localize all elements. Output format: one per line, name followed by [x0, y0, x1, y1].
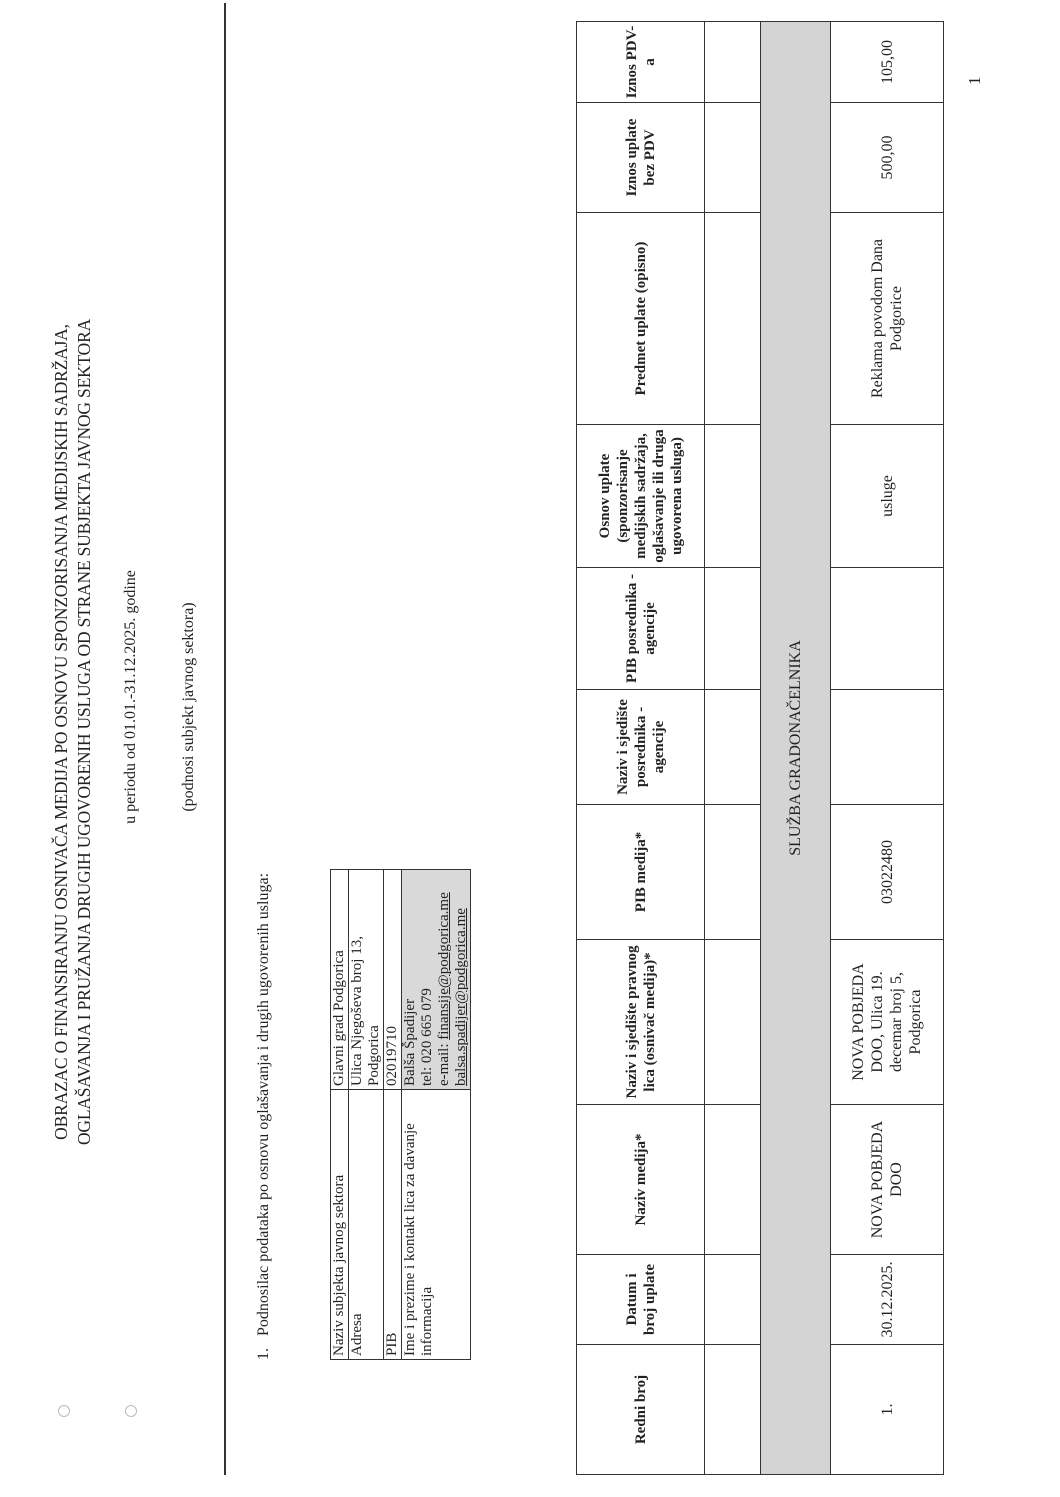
- payments-table: [576, 21, 944, 1475]
- contact-name: Balša Špadijer: [402, 998, 418, 1086]
- divider-line: [224, 3, 226, 1475]
- column-header: Datum i broj uplate: [577, 1255, 705, 1345]
- cell-iznos-pdv: 105,00: [831, 22, 944, 103]
- label-cell: Naziv subjekta javnog sektora: [331, 1090, 349, 1360]
- cell-iznos-bez-pdv: 500,00: [831, 103, 944, 213]
- column-header: PIB medija*: [577, 805, 705, 940]
- table-row: [831, 22, 944, 1475]
- section-row: [761, 22, 831, 1475]
- cell: [705, 690, 761, 805]
- email-link-2[interactable]: balsa.spadijer@podgorica.me: [453, 908, 469, 1086]
- label-cell: Ime i prezime i kontakt lica za davanje informacija: [402, 1090, 471, 1360]
- title-line-1: OBRAZAC O FINANSIRANJU OSNIVAČA MEDIJA PO OSNOVU SPONZORISANJA MEDIJSKIH SADRŽAJA,: [51, 324, 71, 1140]
- column-header: Iznos PDV-a: [577, 22, 705, 103]
- email-prefix: e-mail:: [436, 1039, 452, 1086]
- section-1-heading: 1. Podnosilac podataka po osnovu oglašavanja i drugih ugovorenih usluga:: [255, 872, 272, 1360]
- title-line-2: OGLAŠAVANJA I PRUŽANJA DRUGIH UGOVORENIH USLUGA OD STRANE SUBJEKTA JAVNOG SEKTORA: [74, 318, 94, 1146]
- column-header: PIB posrednika - agencije: [577, 568, 705, 690]
- value-cell: Glavni grad Podgorica: [331, 870, 349, 1090]
- contact-phone: tel: 020 665 079: [419, 988, 435, 1086]
- punch-hole-icon: [125, 1405, 137, 1417]
- cell: [705, 103, 761, 213]
- cell: [705, 22, 761, 103]
- punch-hole-icon: [58, 1405, 70, 1417]
- cell: [705, 568, 761, 690]
- column-header: Naziv medija*: [577, 1105, 705, 1255]
- table-row: [331, 870, 349, 1360]
- cell-datum: 30.12.2025.: [831, 1255, 944, 1345]
- table-row: [402, 870, 471, 1360]
- label-cell: PIB: [384, 1090, 402, 1360]
- cell: [705, 425, 761, 568]
- empty-row: [705, 22, 761, 1475]
- cell-osnivac: NOVA POBJEDA DOO, Ulica 19. decemar broj 5, Podgorica: [831, 940, 944, 1105]
- cell-posrednik: [831, 690, 944, 805]
- cell-naziv-medija: NOVA POBJEDA DOO: [831, 1105, 944, 1255]
- contact-cell: [402, 870, 471, 1090]
- cell: [705, 805, 761, 940]
- value-cell: 02019710: [384, 870, 402, 1090]
- cell: [705, 213, 761, 425]
- cell: [705, 1105, 761, 1255]
- section-label: SLUŽBA GRADONAČELNIKA: [761, 22, 831, 1475]
- label-cell: Adresa: [349, 1090, 384, 1360]
- submitter-note: (podnosi subjekt javnog sektora): [180, 602, 197, 812]
- document-title: [50, 107, 96, 1357]
- period-text: u periodu od 01.01.-31.12.2025. godine: [122, 570, 139, 824]
- email-link[interactable]: finansije@podgorica.me: [436, 892, 452, 1040]
- cell-redni-broj: 1.: [831, 1345, 944, 1475]
- page-number: 1: [965, 76, 984, 85]
- column-header: Osnov uplate (sponzorisanje medijskih sadržaja, oglašavanje ili druga ugovorena usluga): [577, 425, 705, 568]
- value-cell: Ulica Njegoševa broj 13, Podgorica: [349, 870, 384, 1090]
- column-header: Predmet uplate (opisno): [577, 213, 705, 425]
- column-header: Naziv i sjedište pravnog lica (osnivač medija)*: [577, 940, 705, 1105]
- cell-pib-posrednika: [831, 568, 944, 690]
- cell: [705, 1255, 761, 1345]
- table-row: [384, 870, 402, 1360]
- table-row: [349, 870, 384, 1360]
- column-header: Iznos uplate bez PDV: [577, 103, 705, 213]
- cell: [705, 940, 761, 1105]
- cell: [705, 1345, 761, 1475]
- column-header: Redni broj: [577, 1345, 705, 1475]
- header-row: [577, 22, 705, 1475]
- cell-osnov-uplate: usluge: [831, 425, 944, 568]
- cell-predmet-uplate: Reklama povodom Dana Podgorice: [831, 213, 944, 425]
- cell-pib-medija: 03022480: [831, 805, 944, 940]
- submitter-info-table: [330, 869, 471, 1360]
- column-header: Naziv i sjedište posrednika -agencije: [577, 690, 705, 805]
